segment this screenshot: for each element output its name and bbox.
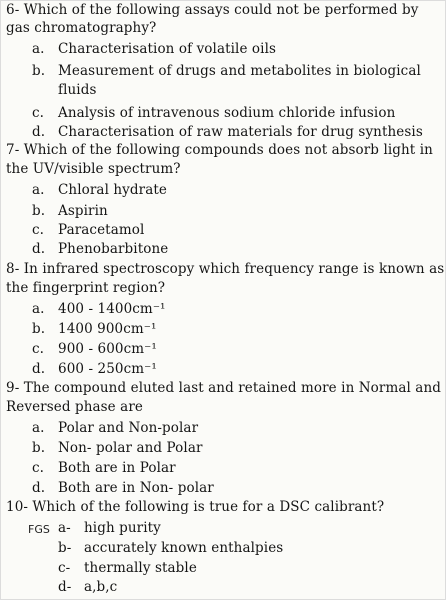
q10-option-a bbox=[58, 520, 161, 536]
option-text: Characterisation of volatile oils bbox=[58, 41, 277, 57]
q6-stem-line1: 6- Which of the following assays could not be performed by bbox=[6, 2, 419, 18]
option-text: Chloral hydrate bbox=[58, 182, 167, 198]
option-letter: c. bbox=[32, 460, 45, 476]
option-text: 1400 900cm⁻¹ bbox=[58, 321, 157, 337]
option-text: Non- polar and Polar bbox=[58, 440, 203, 456]
q7-option-c bbox=[32, 222, 144, 238]
option-text: Both are in Polar bbox=[58, 460, 176, 476]
q9-option-a bbox=[32, 420, 198, 436]
q10-stem-line1: 10- Which of the following is true for a DSC calibrant? bbox=[6, 499, 385, 515]
option-letter: a. bbox=[32, 182, 45, 198]
option-letter: c. bbox=[32, 105, 45, 121]
q6-option-b bbox=[32, 63, 421, 79]
q7-option-a bbox=[32, 182, 167, 198]
q10-option-c bbox=[58, 560, 197, 576]
q7-option-b bbox=[32, 203, 108, 219]
q8-option-c bbox=[32, 341, 157, 357]
option-letter: d. bbox=[32, 124, 46, 140]
option-text: fluids bbox=[58, 82, 97, 98]
option-text: thermally stable bbox=[84, 560, 197, 576]
q8-option-a bbox=[32, 301, 166, 317]
q6-option-c bbox=[32, 105, 395, 121]
q6-option-a bbox=[32, 41, 276, 57]
option-text: Aspirin bbox=[58, 203, 108, 219]
q6-stem-line2: gas chromatography? bbox=[6, 20, 157, 36]
option-text: Phenobarbitone bbox=[58, 241, 169, 257]
option-text: Both are in Non- polar bbox=[58, 480, 214, 496]
q9-option-d bbox=[32, 480, 214, 496]
option-letter: b. bbox=[32, 321, 46, 337]
option-letter: a- bbox=[58, 520, 71, 536]
watermark-label: FGS bbox=[28, 523, 50, 536]
q10-option-d bbox=[58, 579, 117, 595]
option-letter: d- bbox=[58, 579, 72, 595]
option-letter: d. bbox=[32, 241, 46, 257]
option-letter: a. bbox=[32, 301, 45, 317]
option-text: a,b,c bbox=[84, 579, 118, 595]
option-letter: d. bbox=[32, 480, 46, 496]
option-text: Characterisation of raw materials for drug synthesis bbox=[58, 124, 423, 140]
option-letter: c. bbox=[32, 222, 45, 238]
q9-stem-line1: 9- The compound eluted last and retained more in Normal and bbox=[6, 380, 441, 396]
option-text: 400 - 1400cm⁻¹ bbox=[58, 301, 166, 317]
q9-option-c bbox=[32, 460, 176, 476]
option-text: Paracetamol bbox=[58, 222, 145, 238]
q8-stem-line1: 8- In infrared spectroscopy which frequency range is known as bbox=[6, 261, 445, 277]
option-letter: b. bbox=[32, 63, 46, 79]
option-letter: b. bbox=[32, 203, 46, 219]
q7-option-d bbox=[32, 241, 168, 257]
q7-stem-line2: the UV/visible spectrum? bbox=[6, 161, 181, 177]
q6-option-b-continued bbox=[32, 82, 97, 98]
option-text: 900 - 600cm⁻¹ bbox=[58, 341, 157, 357]
option-text: Analysis of intravenous sodium chloride infusion bbox=[58, 105, 396, 121]
option-letter: d. bbox=[32, 361, 46, 377]
q8-option-d bbox=[32, 361, 157, 377]
option-letter: c- bbox=[58, 560, 71, 576]
option-text: Polar and Non-polar bbox=[58, 420, 199, 436]
option-text: high purity bbox=[84, 520, 161, 536]
q8-option-b bbox=[32, 321, 157, 337]
option-text: 600 - 250cm⁻¹ bbox=[58, 361, 157, 377]
option-letter: a. bbox=[32, 420, 45, 436]
option-letter: b- bbox=[58, 540, 72, 556]
option-letter: b. bbox=[32, 440, 46, 456]
option-text: accurately known enthalpies bbox=[84, 540, 284, 556]
q8-stem-line2: the fingerprint region? bbox=[6, 280, 166, 296]
option-letter: c. bbox=[32, 341, 45, 357]
q10-option-b bbox=[58, 540, 283, 556]
q6-option-d bbox=[32, 124, 423, 140]
q9-option-b bbox=[32, 440, 203, 456]
q9-stem-line2: Reversed phase are bbox=[6, 399, 143, 415]
q7-stem-line1: 7- Which of the following compounds does not absorb light in bbox=[6, 142, 433, 158]
option-letter: a. bbox=[32, 41, 45, 57]
option-text: Measurement of drugs and metabolites in biological bbox=[58, 63, 421, 79]
